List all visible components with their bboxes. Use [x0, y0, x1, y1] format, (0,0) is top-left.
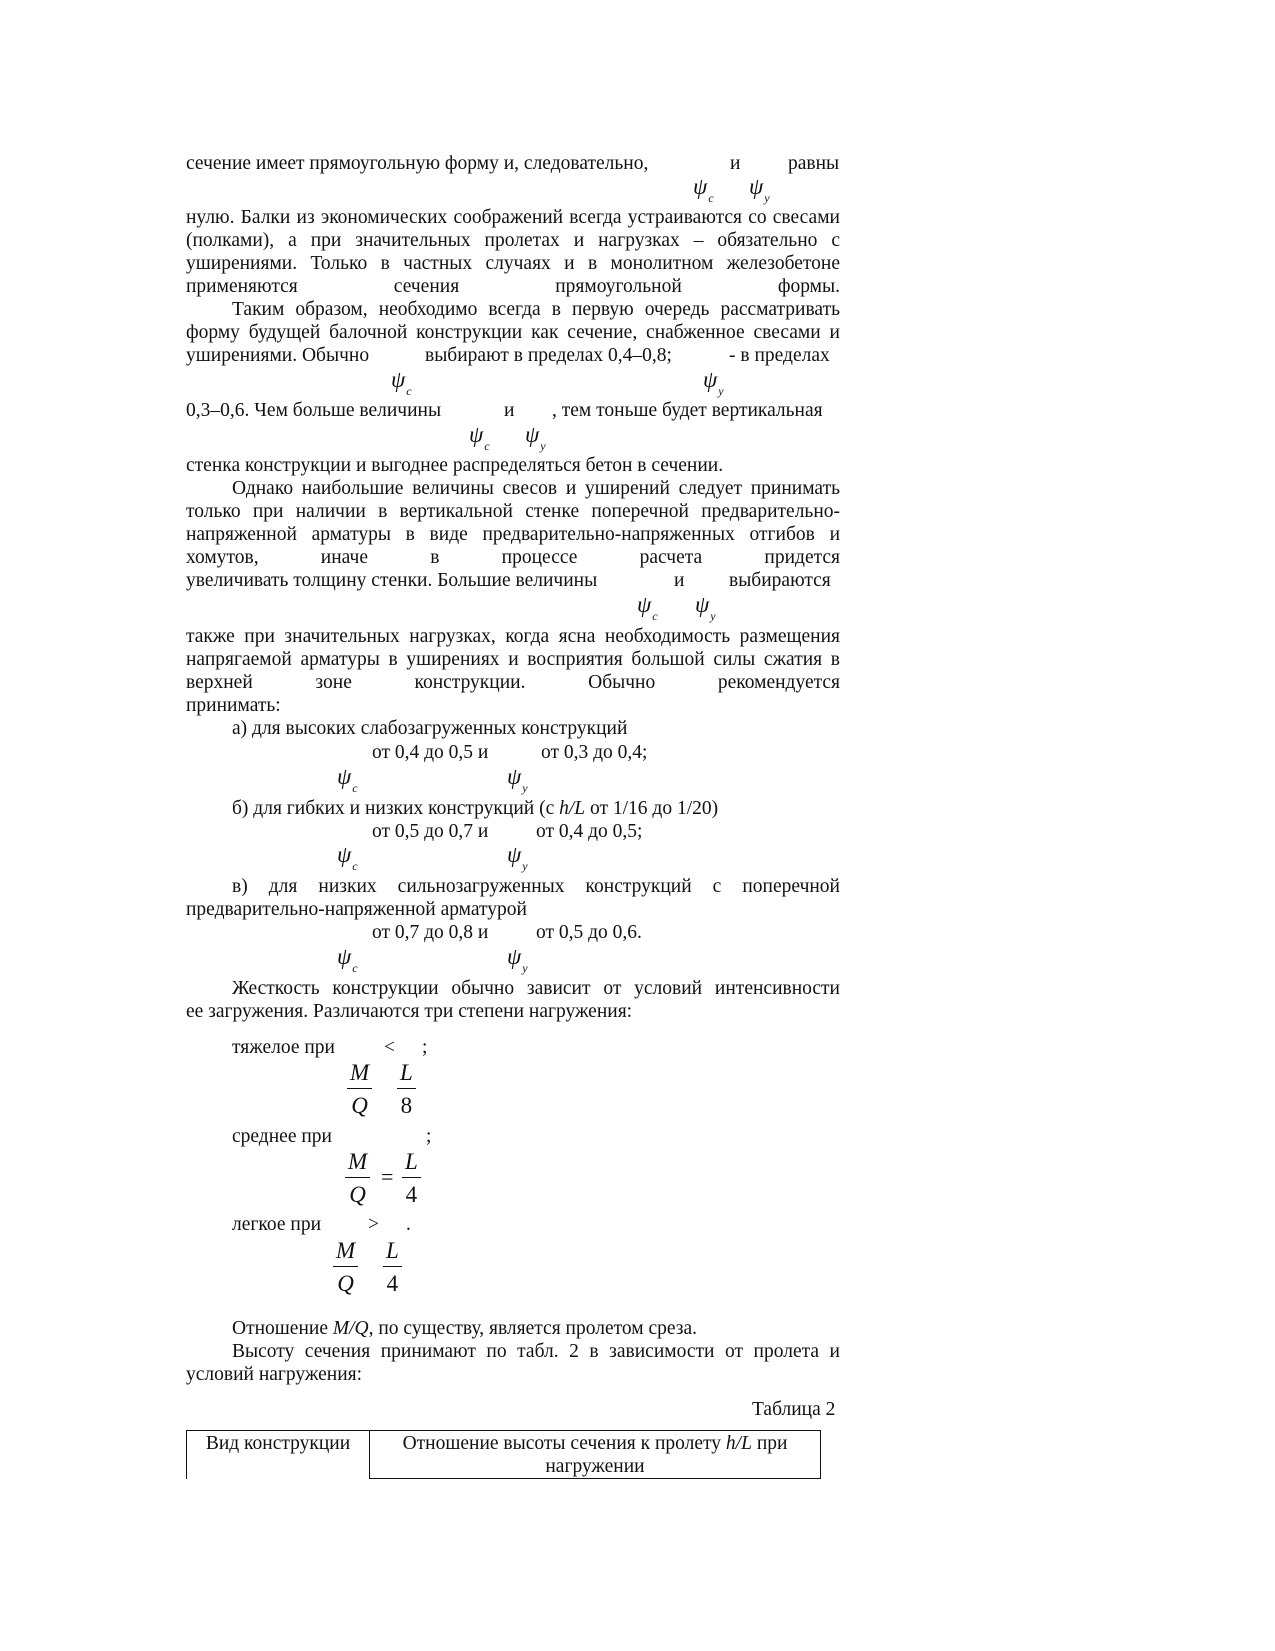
fraction-l-over-4: $\frac{L}{4}$: [383, 1236, 402, 1299]
fraction-l-over-4: $\frac{L}{4}$: [402, 1147, 421, 1210]
paragraph-text: нулю. Балки из экономических соображений всегда устраиваются со свесами (полками), а при значительных пролетах и нагрузках – обязательно с уширениями. Только в частных случаях и в монолитном железобетоне применяются сечения прямоугольной формы.: [186, 207, 840, 297]
case-a-label: а) для высоких слабозагруженных конструкций: [232, 718, 628, 739]
text-line: , тем тоньше будет вертикальная: [552, 400, 823, 421]
fraction-m-over-q: $\frac{M}{Q}$: [347, 1058, 372, 1121]
header-cell-construction-type: Вид конструкции: [187, 1431, 370, 1479]
punctuation: ;: [422, 1037, 428, 1058]
table-2: [186, 1430, 821, 1479]
text-word: выбираются: [729, 570, 831, 591]
case-c-range-y: от 0,5 до 0,6.: [536, 922, 642, 943]
text-line: Высоту сечения принимают по табл. 2 в зависимости от пролета и: [232, 1341, 840, 1362]
paragraph-text: также при значительных нагрузках, когда ясна необходимость размещения напрягаемой арматуры в уширениях и восприятия большой силы сжатия в верхней зоне конструкции. Обычно рекомендуется: [186, 626, 840, 693]
text-word: и: [504, 400, 515, 421]
text-line: выбирают в пределах 0,4–0,8;: [425, 345, 672, 366]
heavy-load-label: тяжелое при: [232, 1037, 335, 1058]
text-word: равны: [788, 153, 840, 174]
psi-c-symbol: $\psi_c$: [469, 422, 490, 453]
greater-than-sign: >: [368, 1214, 379, 1235]
psi-y-symbol: $\psi_y$: [507, 764, 528, 795]
header-cell-height-ratio: Отношение высоты сечения к пролету h/L при нагружении: [370, 1431, 821, 1479]
case-a-range-c: от 0,4 до 0,5 и: [372, 742, 489, 763]
psi-y-symbol: $\psi_y$: [507, 842, 528, 873]
text-line: стенка конструкции и выгоднее распределяться бетон в сечении.: [186, 455, 724, 476]
case-b-range-y: от 0,4 до 0,5;: [536, 821, 643, 842]
paragraph-text: Таким образом, необходимо всегда в первую очередь рассматривать форму будущей балочной конструкции как сечение, снабженное свесами и: [186, 299, 840, 343]
table-header-row: [187, 1431, 821, 1479]
punctuation: ;: [426, 1126, 432, 1147]
text-line: увеличивать толщину стенки. Большие величины: [186, 570, 598, 591]
psi-c-symbol: $\psi_c$: [637, 592, 658, 623]
case-c-range-c: от 0,7 до 0,8 и: [372, 922, 489, 943]
case-a-range-y: от 0,3 до 0,4;: [541, 742, 648, 763]
fraction-m-over-q: $\frac{M}{Q}$: [345, 1147, 370, 1210]
text-line: условий нагружения:: [186, 1364, 363, 1385]
light-load-label: легкое при: [232, 1214, 322, 1235]
text-line: ее загружения. Различаются три степени нагружения:: [186, 1001, 633, 1022]
case-c-label-continued: предварительно-напряженной арматурой: [186, 899, 527, 920]
case-b-label: б) для гибких и низких конструкций (с h/L от 1/16 до 1/20): [232, 798, 719, 819]
text-line: - в пределах: [729, 345, 830, 366]
psi-c-symbol: $\psi_c$: [337, 944, 358, 975]
paragraph-text: Жесткость конструкции обычно зависит от условий интенсивности: [232, 978, 840, 999]
less-than-sign: <: [384, 1037, 395, 1058]
fraction-m-over-q: $\frac{M}{Q}$: [333, 1236, 358, 1299]
text-word: и: [674, 570, 685, 591]
case-b-range-c: от 0,5 до 0,7 и: [372, 821, 489, 842]
punctuation: .: [406, 1214, 411, 1235]
text-line: Отношение M/Q, по существу, является пролетом среза.: [232, 1318, 697, 1339]
psi-y-symbol: $\psi_y$: [695, 592, 716, 623]
psi-c-symbol: $\psi_c$: [391, 367, 412, 398]
medium-load-label: среднее при: [232, 1126, 332, 1147]
text-word: и: [730, 153, 741, 174]
psi-c-symbol: $\psi_c$: [693, 174, 714, 205]
psi-c-symbol: $\psi_c$: [337, 764, 358, 795]
text-line: принимать:: [186, 695, 281, 716]
paragraph-text: Однако наибольшие величины свесов и уширений следует принимать только при наличии в вертикальной стенке поперечной предварительно-напряженной арматуры в виде предварительно-напряженных отгибов и хомутов, иначе в процессе расчета придется: [186, 478, 840, 568]
psi-y-symbol: $\psi_y$: [703, 367, 724, 398]
case-c-label: в) для низких сильнозагруженных конструкций с поперечной: [232, 876, 840, 897]
equals-sign: =: [381, 1164, 394, 1189]
psi-y-symbol: $\psi_y$: [507, 944, 528, 975]
text-line: сечение имеет прямоугольную форму и, следовательно,: [186, 153, 649, 174]
text-line: уширениями. Обычно: [186, 345, 370, 366]
table-caption: Таблица 2: [752, 1399, 836, 1420]
text-line: 0,3–0,6. Чем больше величины: [186, 400, 442, 421]
psi-c-symbol: $\psi_c$: [337, 842, 358, 873]
psi-y-symbol: $\psi_y$: [525, 422, 546, 453]
fraction-l-over-8: $\frac{L}{8}$: [397, 1058, 416, 1121]
psi-y-symbol: $\psi_y$: [749, 174, 770, 205]
